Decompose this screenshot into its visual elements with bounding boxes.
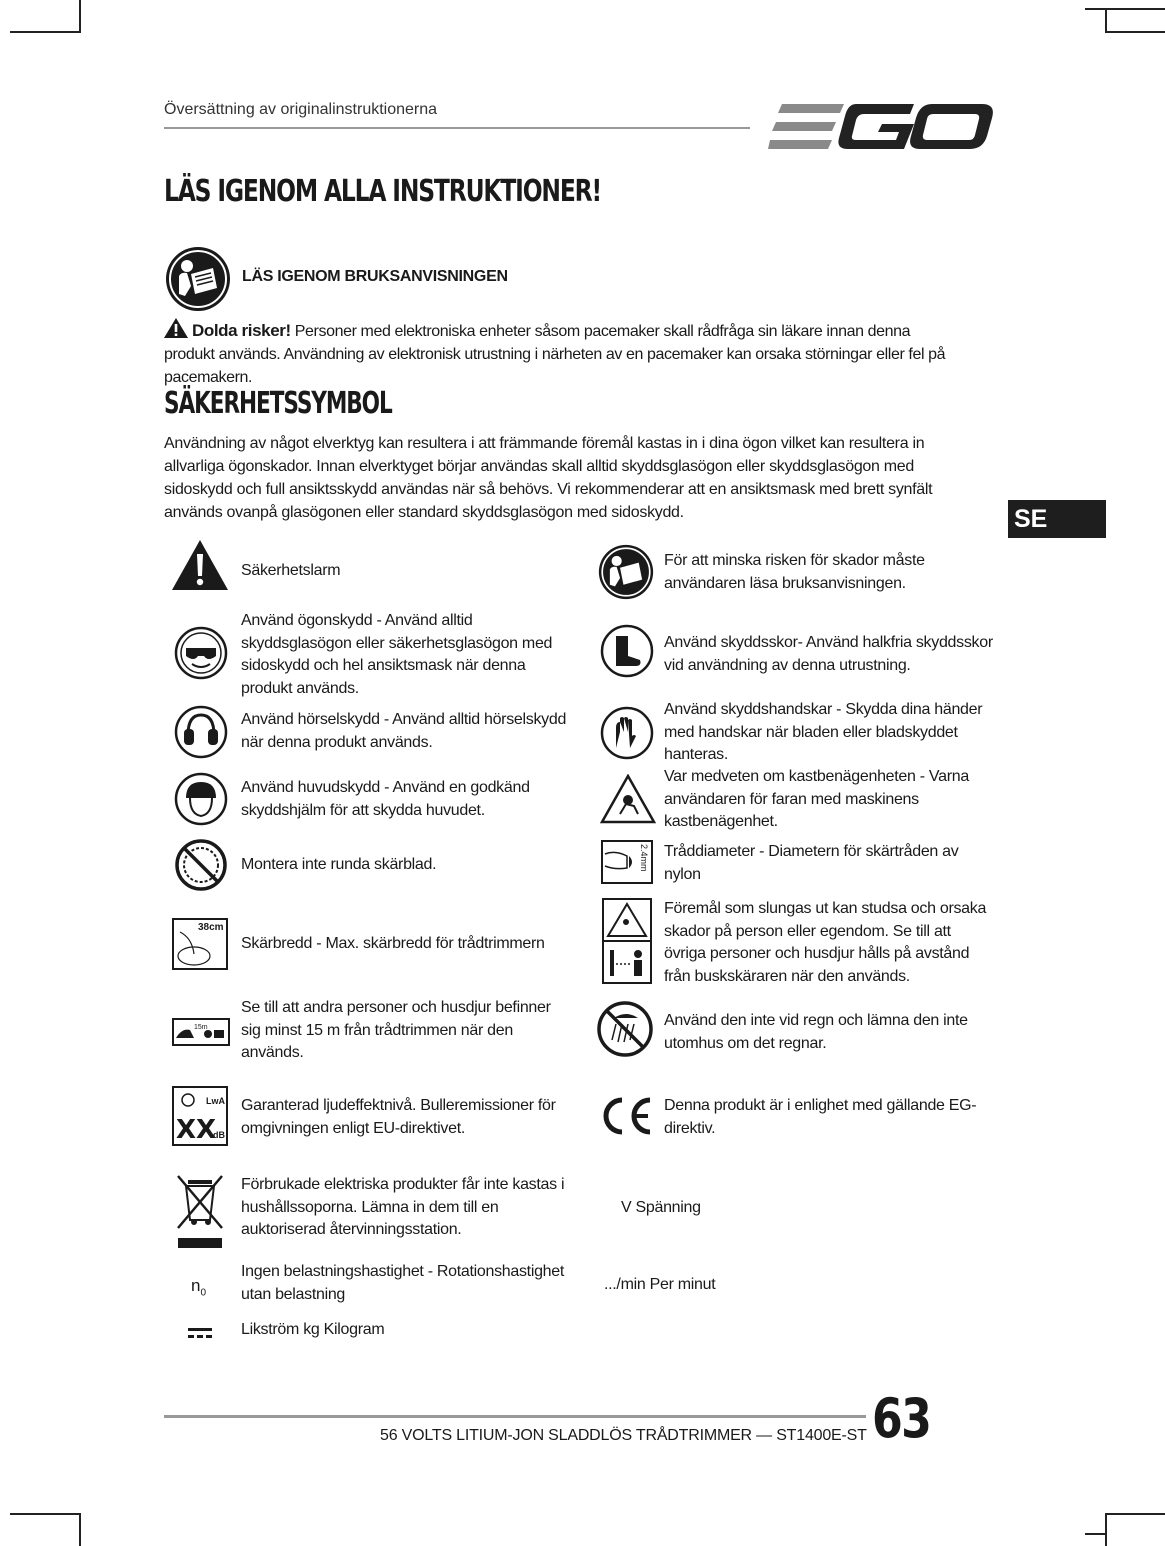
read-manual-label: LÄS IGENOM BRUKSANVISNINGEN (242, 268, 508, 285)
keep-distance-icon (172, 1018, 230, 1046)
symbol-text: Var medveten om kastbenägenheten - Varna användaren för faran med maskinens kastbenägenhet. (664, 768, 969, 830)
symbol-text: Säkerhetslarm (241, 562, 341, 579)
svg-text:LwA: LwA (206, 1096, 225, 1106)
intro-paragraph: Användning av något elverktyg kan resultera i att främmande föremål kastas in i dina ögon vilket kan resultera in allvarliga ögonskador. Innan elverktyget börjar användas skall alltid skyddsglasögon eller skyddsglasögon med sidoskydd och full ansiktsskydd användas när så behövs. Vi rekommenderar att en ansiktsmask med brett synfält används ovanpå glasögonen eller standard skyddsglasögon med sidoskydd. (164, 435, 933, 521)
symbol-text: Likström kg Kilogram (241, 1321, 385, 1338)
crop-mark (1105, 1513, 1165, 1515)
symbol-text: V Spänning (621, 1199, 701, 1216)
cutting-width-label: 38cm (198, 922, 224, 933)
no-rain-icon (596, 1000, 654, 1058)
crop-mark (1105, 1513, 1107, 1546)
footer-rule (164, 1415, 866, 1418)
symbol-subscript: 0 (200, 1287, 207, 1299)
safety-boots-icon (600, 624, 654, 678)
svg-text:dB: dB (213, 1130, 225, 1140)
thrown-objects-icon (602, 898, 652, 984)
direct-current-icon (186, 1326, 214, 1340)
eye-protection-icon (174, 626, 228, 680)
page-number: 63 (872, 1387, 931, 1450)
warning-triangle-icon (164, 318, 188, 338)
symbol-text: Garanterad ljudeffektnivå. Bulleremissioner för omgivningen enligt EU-direktivet. (241, 1097, 556, 1137)
no-load-speed-symbol (191, 1276, 206, 1298)
crop-mark (79, 0, 81, 33)
safety-gloves-icon (600, 706, 654, 760)
symbol-text: Använd ögonskydd - Använd alltid skyddsglasögon eller säkerhetsglasögon med sidoskydd och hel ansiktsmask när denna produkt används. (241, 612, 553, 697)
kickback-warning-icon (600, 774, 656, 824)
symbol-text: Skärbredd - Max. skärbredd för trådtrimmern (241, 935, 545, 952)
crop-mark (1105, 10, 1107, 33)
cutting-width-icon (172, 918, 228, 970)
header-subtitle: Översättning av originalinstruktionerna (164, 101, 438, 118)
ear-protection-icon (174, 705, 228, 759)
read-manual-icon (598, 544, 654, 600)
symbol-text: Montera inte runda skärblad. (241, 856, 437, 873)
weee-bin-icon (174, 1172, 226, 1250)
section-title: SÄKERHETSSYMBOL (164, 386, 392, 421)
ce-mark-icon (598, 1096, 654, 1136)
read-manual-icon (165, 246, 231, 312)
symbol-text: För att minska risken för skador måste användaren läsa bruksanvisningen. (664, 552, 925, 592)
symbol-text: Använd skyddshandskar - Skydda dina händer med handskar när bladen eller bladskyddet hanteras. (664, 701, 983, 763)
symbol-text: Denna produkt är i enlighet med gällande EG-direktiv. (664, 1097, 977, 1137)
symbol-text: Använd skyddsskor- Använd halkfria skyddsskor vid användning av denna utrustning. (664, 634, 993, 674)
head-protection-icon (174, 772, 228, 826)
footer-product-name: 56 VOLTS LITIUM-JON SLADDLÖS TRÅDTRIMMER — ST1400E-ST (380, 1427, 867, 1444)
sound-level-label: XX (176, 1115, 217, 1145)
symbol-text: Använd huvudskydd - Använd en godkänd skyddshjälm för att skydda huvudet. (241, 779, 530, 819)
main-title: LÄS IGENOM ALLA INSTRUKTIONER! (164, 174, 601, 209)
symbol-text: Ingen belastningshastighet - Rotationshastighet utan belastning (241, 1263, 565, 1303)
no-blade-icon (174, 838, 228, 892)
sound-power-icon (172, 1086, 228, 1146)
language-tab: SE (1008, 500, 1106, 538)
crop-mark (10, 31, 80, 33)
crop-mark (1085, 8, 1165, 10)
hidden-risks-label: Dolda risker! (192, 321, 291, 340)
hidden-risks-text: Personer med elektroniska enheter såsom pacemaker skall rådfråga sin läkare innan denna produkt används. Användning av elektronisk utrustning i närheten av en pacemaker kan orsaka störningar eller fel på pacemakern. (164, 323, 946, 386)
ego-logo (768, 100, 994, 156)
symbol-text: Se till att andra personer och husdjur befinner sig minst 15 m från trådtrimmen när den används. (241, 999, 551, 1061)
crop-mark (79, 1513, 81, 1546)
crop-mark (10, 1513, 80, 1515)
crop-mark (1085, 1533, 1105, 1535)
symbol-text: Använd hörselskydd - Använd alltid hörselskydd när denna produkt används. (241, 711, 567, 751)
distance-label: 15m (194, 1024, 208, 1031)
line-diameter-label: 2.4mm (639, 844, 649, 872)
header-rule (164, 127, 750, 129)
symbol-text: .../min Per minut (604, 1276, 716, 1293)
hidden-risks-paragraph (164, 318, 964, 389)
symbol-text: Föremål som slungas ut kan studsa och orsaka skador på person eller egendom. Se till att övriga personer och husdjur hålls på avstånd från buskskäraren när den används. (664, 900, 987, 985)
crop-mark (1105, 31, 1165, 33)
symbol-text: Tråddiameter - Diametern för skärtråden av nylon (664, 843, 959, 883)
symbol-text: Förbrukade elektriska produkter får inte kastas i hushållssoporna. Lämna in dem till en auktoriserad återvinningsstation. (241, 1176, 565, 1238)
symbol-n: n (191, 1276, 201, 1295)
warning-triangle-icon (170, 538, 230, 592)
line-diameter-icon (601, 840, 653, 884)
symbol-text: Använd den inte vid regn och lämna den inte utomhus om det regnar. (664, 1012, 968, 1052)
